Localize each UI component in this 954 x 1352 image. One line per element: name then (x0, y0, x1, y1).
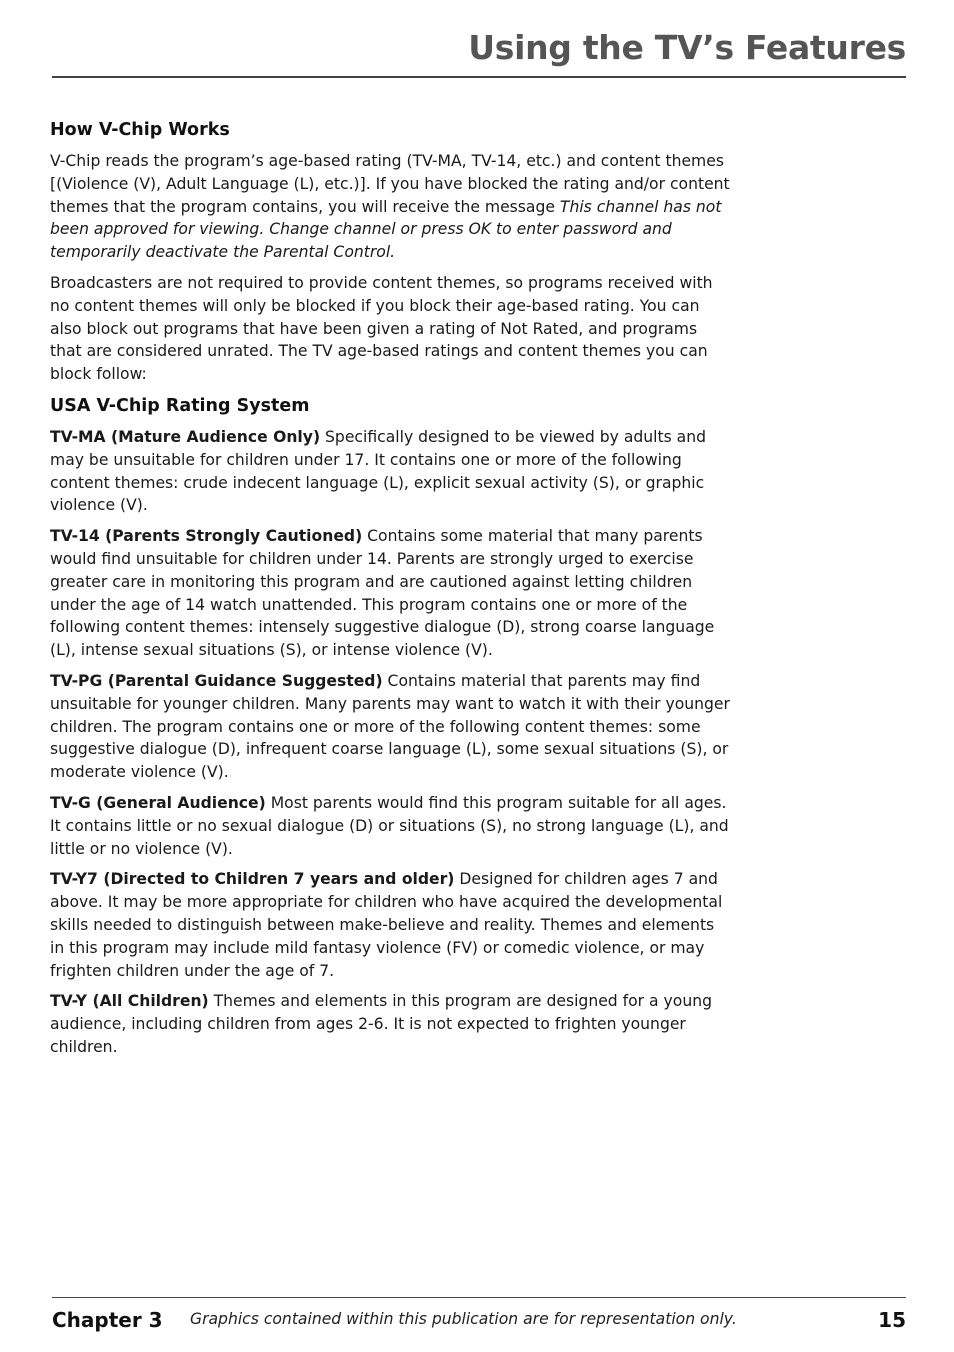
rating-term: TV-MA (Mature Audience Only) (50, 427, 321, 446)
rating-term: TV-PG (Parental Guidance Suggested) (50, 671, 383, 690)
rating-description: Designed for children ages 7 and above. It may be more appropriate for children who have acquired the developmental skills needed to distinguish between make-believe and reality. Themes and elements in this program may include mild fantasy violence (FV) or comedic violence, or may frighten children under the age of 7. (50, 870, 723, 980)
page-header (52, 22, 906, 78)
blocked-message-text: This channel has not been approved for viewing. Change channel or press OK to enter password and temporarily deactivate the Parental Control. (50, 197, 722, 262)
rating-description: Contains some material that many parents would find unsuitable for children under 14. Parents are strongly urged to exercise greater care in monitoring this program and are cautioned against letting children under the age of 14 watch unattended. This program contains one or more of the following content themes: intensely suggestive dialogue (D), strong coarse language (L), intense sexual situations (S), or intense violence (V). (50, 527, 715, 660)
rating-tv-y (50, 990, 732, 1058)
main-content (50, 118, 732, 1067)
page-title: Using the TV’s Features (468, 28, 906, 67)
rating-tv-pg (50, 670, 732, 784)
rating-description: Themes and elements in this program are designed for a young audience, including children from ages 2-6. It is not expected to frighten younger children. (50, 992, 712, 1056)
rating-term: TV-14 (Parents Strongly Cautioned) (50, 527, 363, 546)
page-footer (52, 1297, 906, 1338)
paragraph-how-vchip-1 (50, 150, 732, 264)
rating-tv-y7 (50, 868, 732, 982)
rating-tv-14 (50, 525, 732, 662)
footer-note: Graphics contained within this publication are for representation only. (190, 1310, 737, 1328)
rating-description: Most parents would find this program suitable for all ages. It contains little or no sexual dialogue (D) or situations (S), no strong language (L), and little or no violence (V). (50, 793, 729, 858)
rating-description: Specifically designed to be viewed by adults and may be unsuitable for children under 17. It contains one or more of the following content themes: crude indecent language (L), explicit sexual activity (S), or graphic violence (V). (50, 427, 707, 515)
rating-tv-g (50, 792, 732, 860)
rating-tv-ma (50, 426, 732, 517)
rating-term: TV-G (General Audience) (50, 793, 266, 812)
rating-term: TV-Y7 (Directed to Children 7 years and older) (50, 870, 455, 889)
paragraph-text: V-Chip reads the program’s age-based rating (TV-MA, TV-14, etc.) and content themes [(Violence (V), Adult Language (L), etc.)]. If you have blocked the rating and/or content themes that the program contains, you will receive the message (50, 152, 730, 216)
rating-description: Contains material that parents may find unsuitable for younger children. Many parents may want to watch it with their younger children. The program contains one or more of the following content themes: some suggestive dialogue (D), infrequent coarse language (L), some sexual situations (S), or moderate violence (V). (50, 671, 730, 782)
section-heading-usa-rating: USA V-Chip Rating System (50, 395, 310, 416)
section-heading-how-vchip: How V-Chip Works (50, 120, 230, 140)
page-number: 15 (878, 1308, 906, 1332)
paragraph-how-vchip-2: Broadcasters are not required to provide content themes, so programs received with no content themes will only be blocked if you block their age-based rating. You can also block out programs that have been given a rating of Not Rated, and programs that are considered unrated. The TV age-based ratings and content themes you can block follow: (50, 273, 713, 384)
chapter-label: Chapter 3 (52, 1308, 163, 1332)
rating-term: TV-Y (All Children) (50, 992, 209, 1011)
